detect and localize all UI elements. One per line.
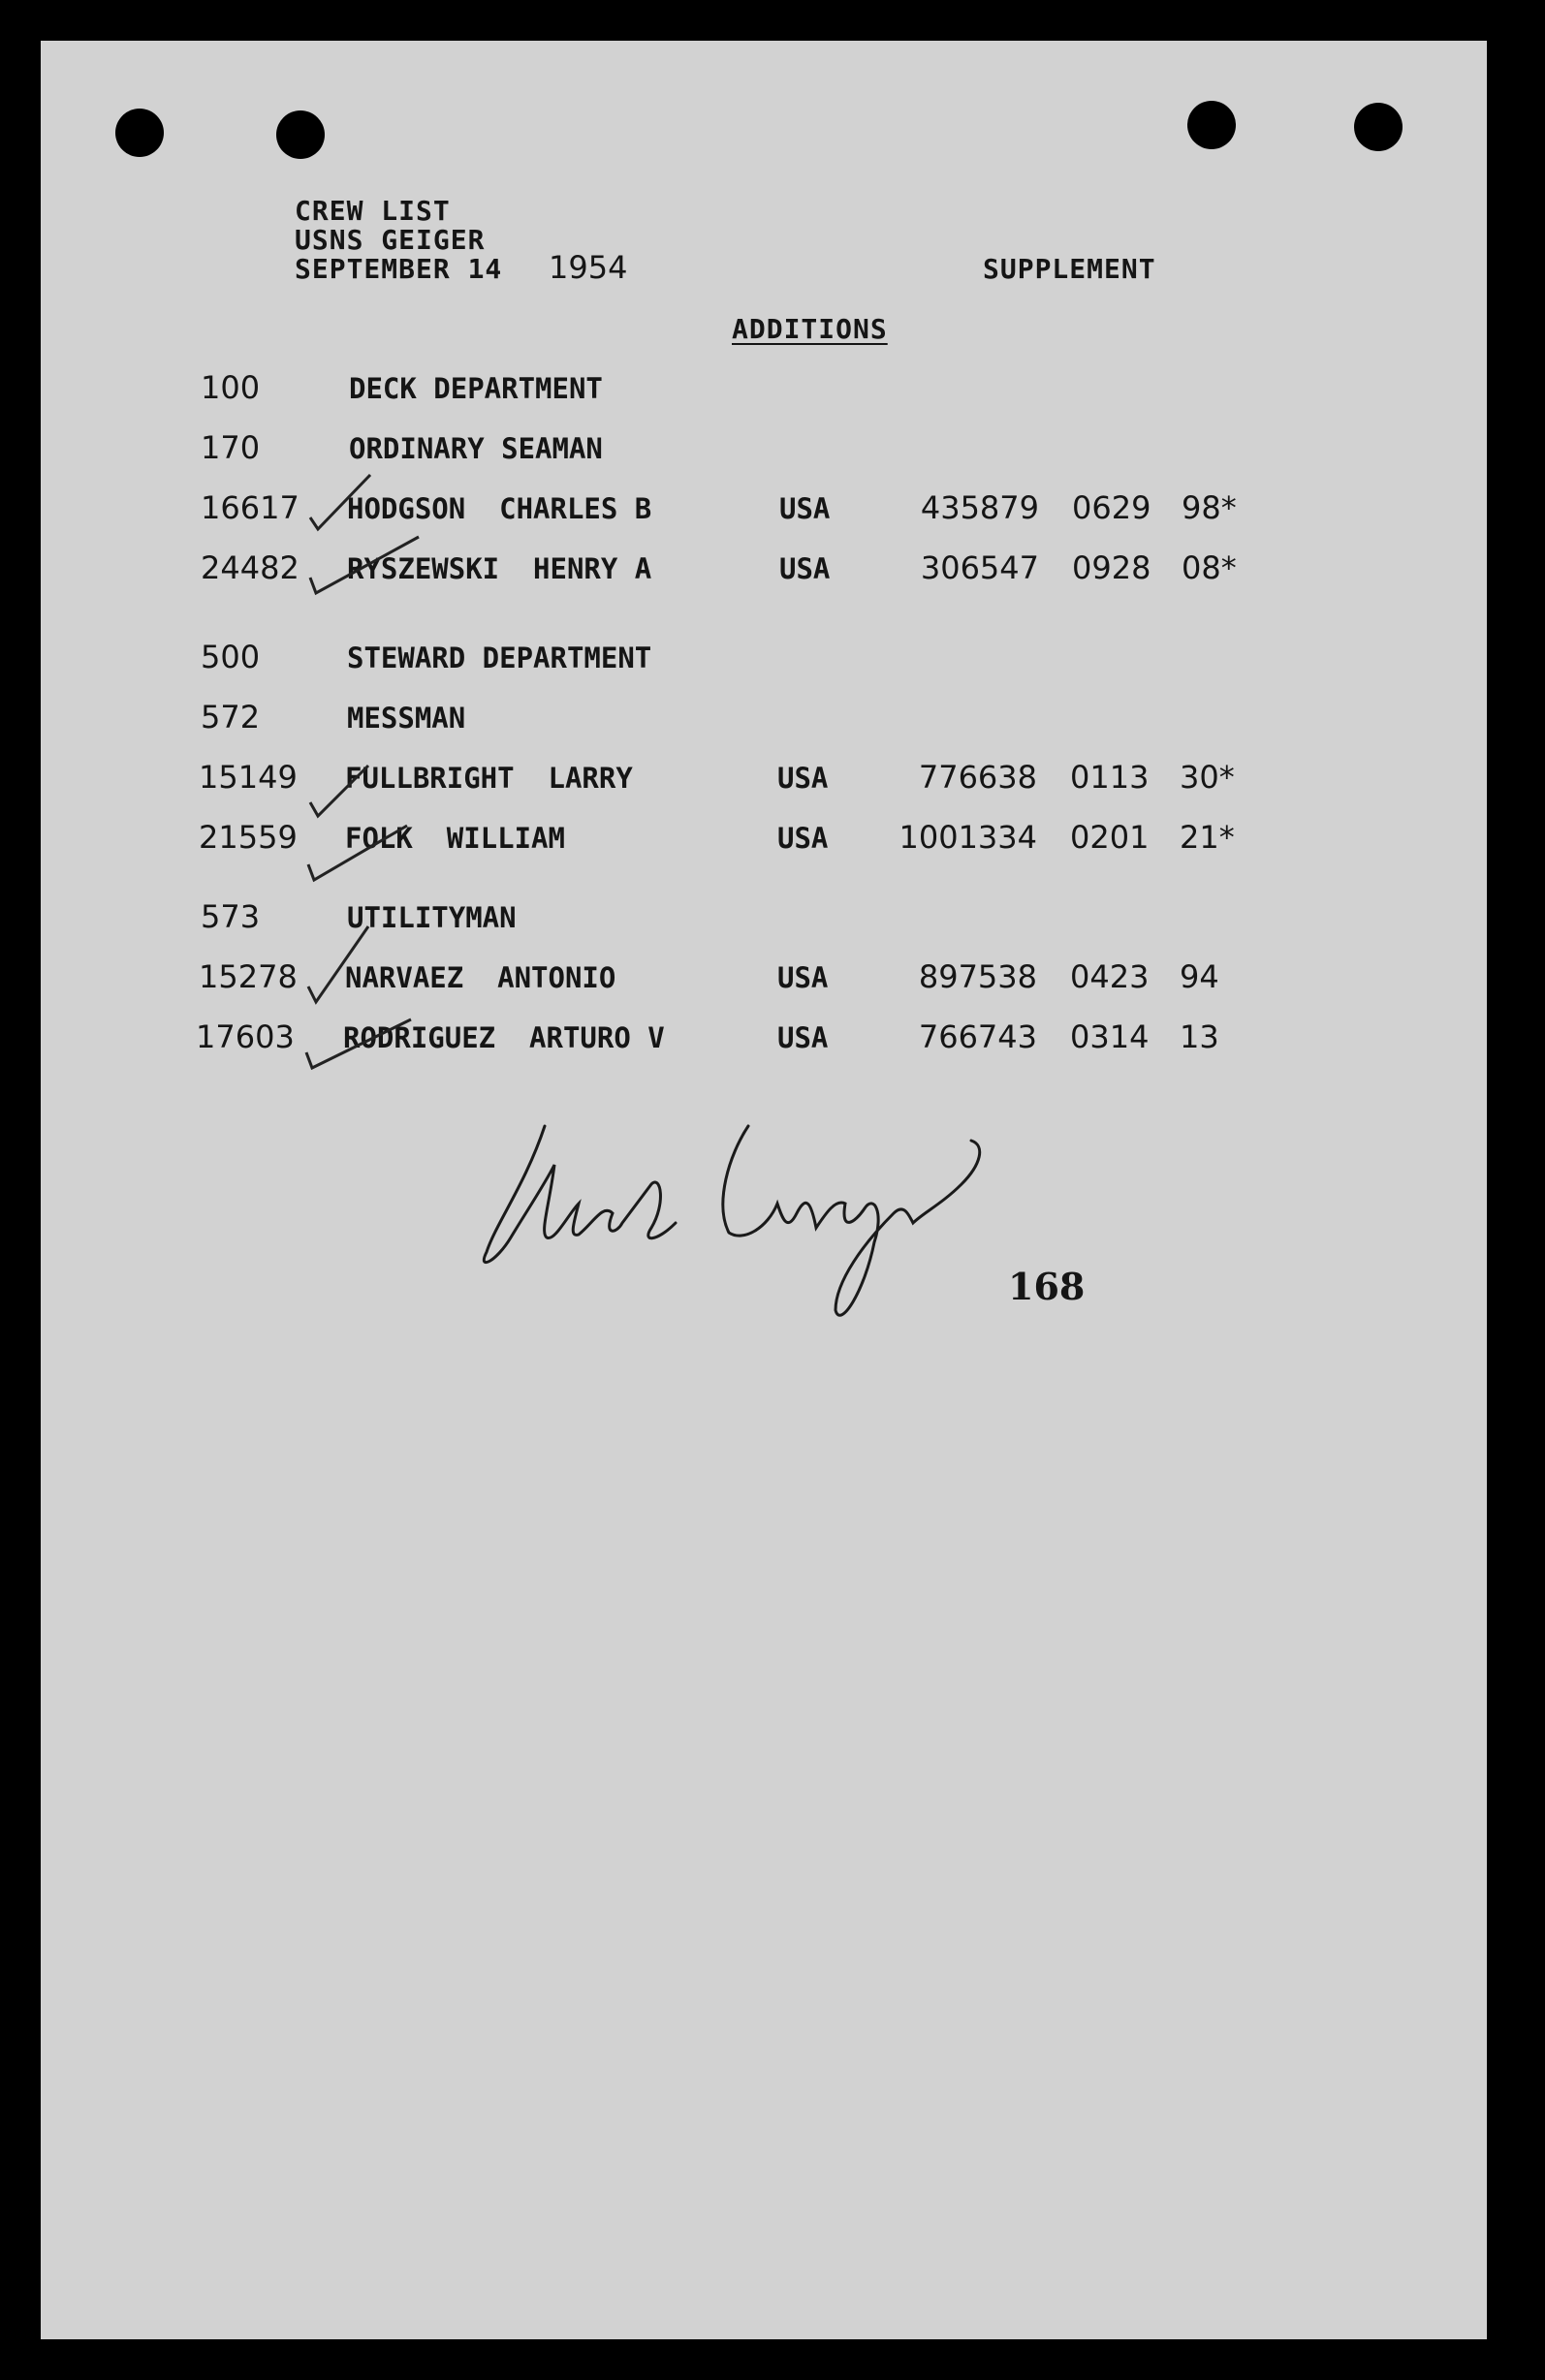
crew-nationality: USA <box>777 822 829 855</box>
crew-code-suffix: 13 <box>1180 1018 1219 1055</box>
section-code: 500 <box>201 639 261 675</box>
crew-nationality: USA <box>777 1021 829 1054</box>
crew-name: NARVAEZ ANTONIO <box>345 961 616 994</box>
section-title: DECK DEPARTMENT <box>349 372 603 405</box>
page-number: 168 <box>1008 1265 1086 1308</box>
crew-name: FULLBRIGHT LARRY <box>345 762 633 795</box>
document-page <box>41 41 1487 2339</box>
crew-number: 435879 <box>920 489 1039 526</box>
crew-number: 776638 <box>918 759 1037 796</box>
crew-code: 0314 <box>1070 1018 1150 1055</box>
crew-number: 766743 <box>918 1018 1037 1055</box>
crew-name: HODGSON CHARLES B <box>347 492 652 525</box>
crew-number: 1001334 <box>899 819 1037 856</box>
supplement-label: SUPPLEMENT <box>983 253 1156 285</box>
crew-code-suffix: 21* <box>1180 819 1235 856</box>
section-title: STEWARD DEPARTMENT <box>347 642 652 674</box>
punch-hole <box>276 110 325 159</box>
punch-hole <box>115 109 164 157</box>
section-title: ORDINARY SEAMAN <box>349 432 603 465</box>
crew-id: 24482 <box>201 549 300 586</box>
crew-code-suffix: 08* <box>1182 549 1237 586</box>
crew-code: 0629 <box>1072 489 1151 526</box>
crew-number: 897538 <box>918 958 1037 995</box>
ship-name: USNS GEIGER <box>295 224 486 256</box>
section-title: MESSMAN <box>347 702 466 735</box>
crew-name: RYSZEWSKI HENRY A <box>347 552 652 585</box>
list-title: CREW LIST <box>295 195 451 227</box>
section-title: UTILITYMAN <box>347 901 517 934</box>
crew-name: FOLK WILLIAM <box>345 822 565 855</box>
crew-code: 0928 <box>1072 549 1151 586</box>
section-code: 573 <box>201 898 261 935</box>
section-code: 170 <box>201 429 261 466</box>
crew-id: 21559 <box>199 819 298 856</box>
crew-nationality: USA <box>779 552 831 585</box>
punch-hole <box>1187 101 1236 149</box>
crew-id: 15278 <box>199 958 298 995</box>
crew-code-suffix: 30* <box>1180 759 1235 796</box>
list-year: 1954 <box>549 249 628 286</box>
crew-nationality: USA <box>777 961 829 994</box>
crew-id: 17603 <box>196 1018 295 1055</box>
crew-nationality: USA <box>779 492 831 525</box>
punch-hole <box>1354 103 1403 151</box>
additions-heading: ADDITIONS <box>732 313 888 345</box>
crew-nationality: USA <box>777 762 829 795</box>
list-date: SEPTEMBER 14 <box>295 253 503 285</box>
crew-code-suffix: 94 <box>1180 958 1219 995</box>
crew-number: 306547 <box>920 549 1039 586</box>
crew-code-suffix: 98* <box>1182 489 1237 526</box>
crew-id: 15149 <box>199 759 298 796</box>
section-code: 572 <box>201 699 261 736</box>
crew-code: 0201 <box>1070 819 1150 856</box>
crew-id: 16617 <box>201 489 300 526</box>
crew-name: RODRIGUEZ ARTURO V <box>343 1021 665 1054</box>
section-code: 100 <box>201 369 261 406</box>
crew-code: 0423 <box>1070 958 1150 995</box>
signature <box>457 1068 1000 1359</box>
crew-code: 0113 <box>1070 759 1150 796</box>
